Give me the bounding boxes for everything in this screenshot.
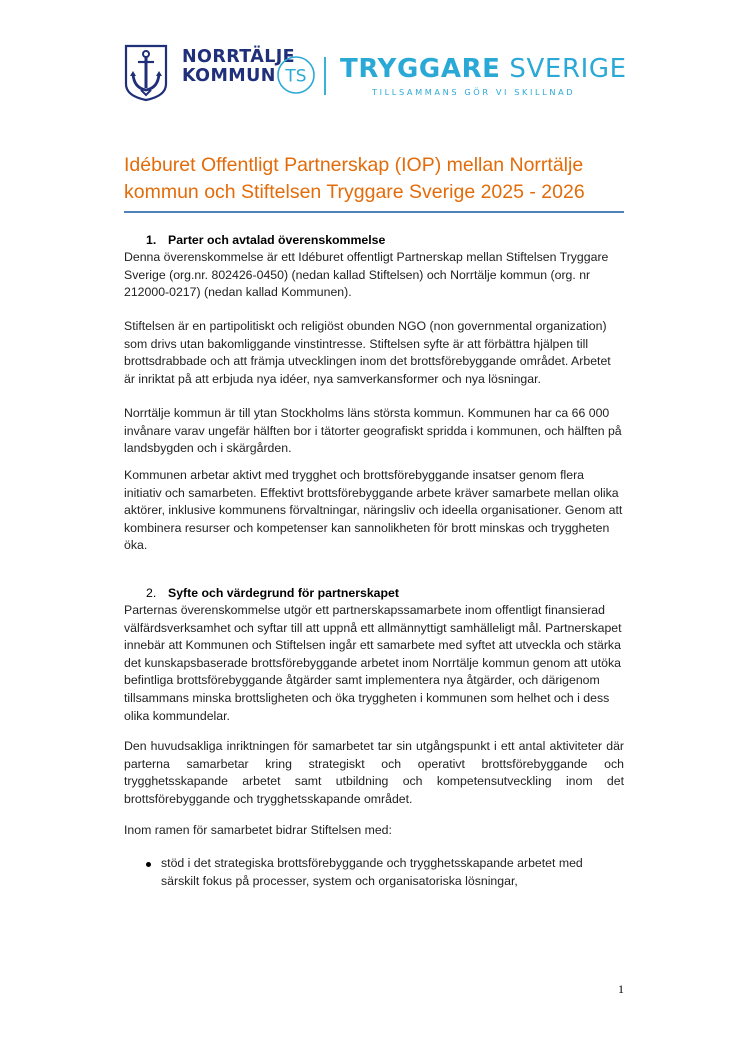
norrtalje-anchor-logo	[124, 44, 168, 102]
section-1-paragraph: Norrtälje kommun är till ytan Stockholms läns största kommun. Kommunen har ca 66 000 invånare varav ungefär hälften bor i tätorter geografiskt spridda i kommunen, och hälften på landsbygden och i skärgården.	[124, 406, 622, 456]
bullet-icon	[146, 862, 151, 867]
brand-bold: TRYGGARE	[340, 54, 501, 84]
section-2-paragraph: Parternas överenskommelse utgör ett partnerskapssamarbete inom offentligt finansierad välfärdsverksamhet och syftar till att uppnå ett allmännyttigt samhälleligt mål. Partnerskapet innebär att Kommunen och Stiftelsen ingår ett samarbete med syftet att utveckla och stärka det kunskapsbaserade brottsförebyggande arbetet inom Norrtälje kommun genom att utöka befintliga brottsförebyggande åtgärder samt implementera nya åtgärder, och därigenom tillsammans minska brottsligheten och öka tryggheten i kommunen som helhet och i dess olika kommundelar.	[124, 603, 622, 723]
section-2-number: 2.	[146, 586, 157, 600]
document-title: Idéburet Offentligt Partnerskap (IOP) mellan Norrtälje kommun och Stiftelsen Tryggare Sverige 2025 - 2026	[124, 154, 585, 203]
section-1-heading	[146, 233, 385, 247]
brand-tagline: TILLSAMMANS GÖR VI SKILLNAD	[372, 87, 576, 97]
section-1-paragraph: Denna överenskommelse är ett Idéburet offentligt Partnerskap mellan Stiftelsen Tryggare Sverige (org.nr. 802426-0450) (nedan kallad Stiftelsen) och Norrtälje kommun (org. nr 212000-0217) (nedan kallad Kommunen).	[124, 250, 609, 300]
list-item: stöd i det strategiska brottsförebyggande och trygghetsskapande arbetet med särskilt fokus på processer, system och organisatoriska lösningar,	[161, 856, 583, 888]
kommun-line1: NORRTÄLJE	[182, 47, 296, 67]
brand-light: SVERIGE	[509, 54, 627, 84]
tryggare-sverige-wordmark	[340, 54, 627, 84]
title-underline	[124, 211, 624, 213]
section-1-paragraph: Stiftelsen är en partipolitiskt och religiöst obunden NGO (non governmental organization) som drivs utan bakomliggande vinstintresse. Stiftelsen syfte är att förbättra hjälpen till brottsdrabbade och att främja utvecklingen inom det brottsförebyggande området. Arbetet är inriktat på att erbjuda nya idéer, nya samverkansformer och nya lösningar.	[124, 319, 611, 386]
section-2-heading	[146, 586, 399, 600]
section-1-number: 1.	[146, 233, 157, 247]
section-2-paragraph: Inom ramen för samarbetet bidrar Stiftelsen med:	[124, 823, 392, 837]
logo-divider	[324, 57, 326, 95]
section-1-title: Parter och avtalad överenskommelse	[168, 233, 386, 247]
section-1-paragraph: Kommunen arbetar aktivt med trygghet och brottsförebyggande insatser genom flera initiativ och samarbeten. Effektivt brottsförebyggande arbete kräver samarbete mellan olika aktörer, inklusive kommunens förvaltningar, näringsliv och ideella organisationer. Genom att kombinera resurser och kompetenser kan sannolikheten för brott minskas och tryggheten öka.	[124, 468, 623, 553]
ts-monogram-logo	[276, 55, 316, 95]
section-2-title: Syfte och värdegrund för partnerskapet	[168, 586, 399, 600]
ts-monogram-text: TS	[285, 66, 307, 87]
kommun-line2: KOMMUN	[182, 66, 276, 86]
section-2-paragraph: Den huvudsakliga inriktningen för samarbetet tar sin utgångspunkt i ett antal aktiviteter där parterna samarbetar kring strategiskt och operativt brottsförebyggande och trygghetsskapande arbetet samt utbildning och kompetensutveckling inom det brottsförebyggande och trygghetsskapande området.	[124, 739, 624, 806]
page-number: 1	[618, 982, 624, 996]
